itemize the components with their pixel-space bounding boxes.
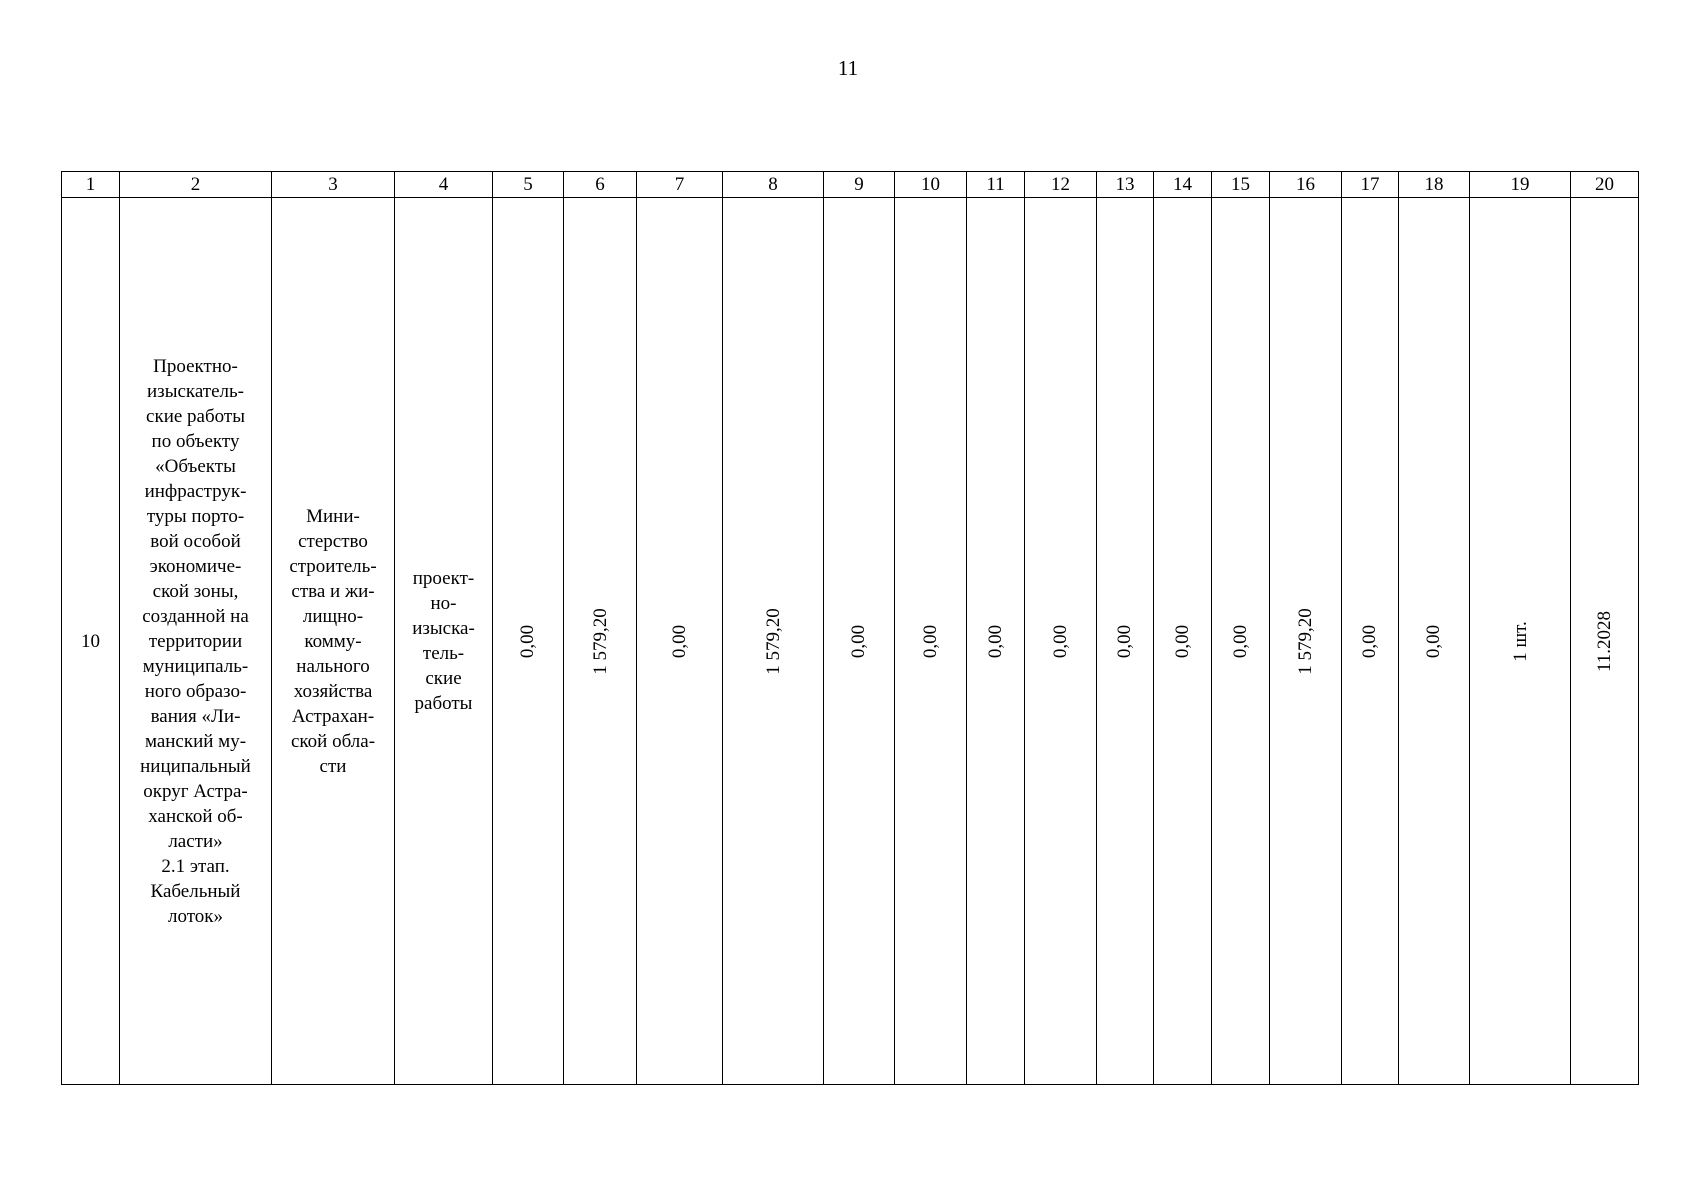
column-header-6: 6 [564, 172, 637, 198]
cell-col-7 [637, 198, 723, 1085]
column-header-16: 16 [1270, 172, 1342, 198]
value-col-14: 0,00 [1172, 624, 1193, 658]
value-col-16: 1 579,20 [1295, 607, 1316, 675]
column-header-9: 9 [824, 172, 895, 198]
value-col-10: 0,00 [920, 624, 941, 658]
cell-organization [272, 198, 395, 1085]
page-number: 11 [837, 56, 859, 80]
column-header-3: 3 [272, 172, 395, 198]
cell-work-type [395, 198, 493, 1085]
value-col-13: 0,00 [1114, 624, 1136, 658]
cell-col-18 [1399, 198, 1470, 1085]
cell-col-19 [1470, 198, 1571, 1085]
value-col-15: 0,00 [1230, 624, 1251, 658]
object-name: Проектно- изыскатель- ские работы по объекту «Объекты инфраструк- туры порто- вой особой экономиче- ской зоны, созданной на территории муниципаль- ного образо- вания «Ли- манский му- ниципальный округ Астра- ханской об- ласти» 2.1 этап. Кабельный лоток» [140, 355, 251, 927]
cell-object-name [120, 198, 272, 1085]
cell-col-13 [1097, 198, 1154, 1085]
cell-col-6 [564, 198, 637, 1085]
value-col-5: 0,00 [517, 624, 539, 658]
column-header-8: 8 [723, 172, 824, 198]
value-col-20: 11.2028 [1593, 610, 1615, 672]
data-table [61, 171, 1639, 1085]
column-header-18: 18 [1399, 172, 1470, 198]
cell-col-5 [493, 198, 564, 1085]
cell-col-10 [895, 198, 967, 1085]
column-header-17: 17 [1342, 172, 1399, 198]
column-header-7: 7 [637, 172, 723, 198]
column-header-19: 19 [1470, 172, 1571, 198]
organization-name: Мини- стерство строитель- ства и жи- лищно- комму- нального хозяйства Астрахан- ской обла- сти [289, 505, 377, 777]
cell-col-17 [1342, 198, 1399, 1085]
cell-col-16 [1270, 198, 1342, 1085]
value-col-6: 1 579,20 [589, 607, 611, 675]
value-col-11: 0,00 [985, 624, 1006, 658]
value-col-17: 0,00 [1359, 624, 1381, 658]
column-header-5: 5 [493, 172, 564, 198]
column-header-1: 1 [62, 172, 120, 198]
cell-row-number [62, 198, 120, 1085]
column-header-15: 15 [1212, 172, 1270, 198]
header-row [62, 172, 1639, 198]
cell-col-15 [1212, 198, 1270, 1085]
value-col-9: 0,00 [848, 624, 870, 658]
cell-col-8 [723, 198, 824, 1085]
cell-col-14 [1154, 198, 1212, 1085]
row-number: 10 [81, 630, 100, 652]
column-header-14: 14 [1154, 172, 1212, 198]
value-col-8: 1 579,20 [762, 607, 784, 675]
column-header-11: 11 [967, 172, 1025, 198]
value-col-12: 0,00 [1050, 624, 1071, 658]
column-header-20: 20 [1571, 172, 1639, 198]
value-col-18: 0,00 [1423, 624, 1445, 658]
column-header-10: 10 [895, 172, 967, 198]
cell-col-9 [824, 198, 895, 1085]
work-type: проект- но- изыска- тель- ские работы [412, 568, 475, 714]
table-row [62, 198, 1639, 1085]
column-header-2: 2 [120, 172, 272, 198]
column-header-12: 12 [1025, 172, 1097, 198]
column-header-13: 13 [1097, 172, 1154, 198]
value-col-7: 0,00 [669, 624, 690, 658]
cell-col-20 [1571, 198, 1639, 1085]
cell-col-11 [967, 198, 1025, 1085]
value-col-19: 1 шт. [1509, 620, 1531, 662]
cell-col-12 [1025, 198, 1097, 1085]
column-header-4: 4 [395, 172, 493, 198]
